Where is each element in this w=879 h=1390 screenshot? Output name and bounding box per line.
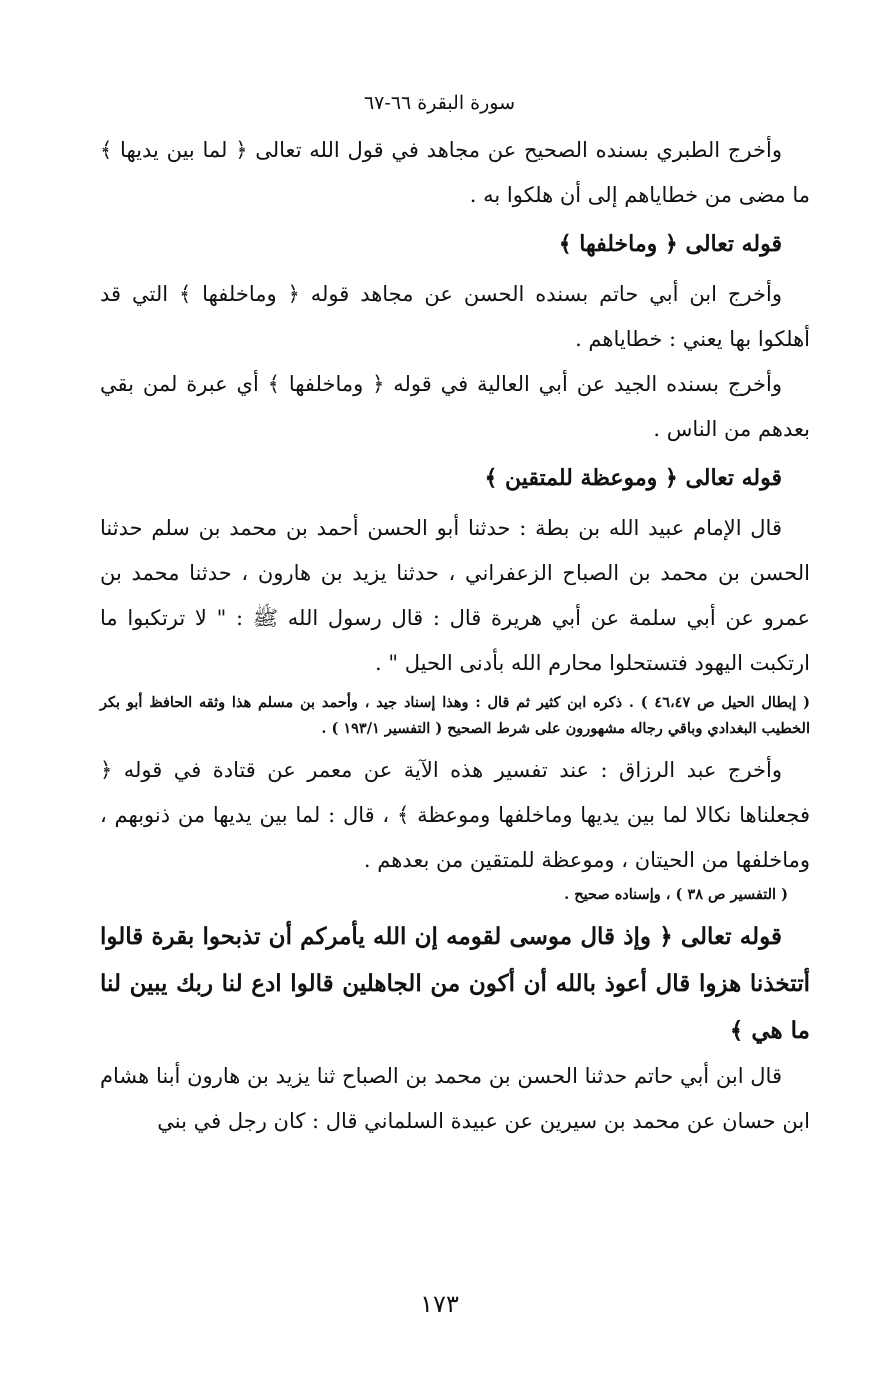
paragraph-abd-al-razzaq: وأخرج عبد الرزاق : عند تفسير هذه الآية عن معمر عن قتادة في قوله ﴿ فجعلناها نكالا لما بين يديها وماخلفها وموعظة ﴾ ، قال : لما بين يديها من ذنوبهم ، وماخلفها من الحيتان ، وموعظة للمتقين من بعدهم . <box>100 758 810 872</box>
heading-musa-verse: قوله تعالى ﴿ وإذ قال موسى لقومه إن الله يأمركم أن تذبحوا بقرة قالوا أتتخذنا هزوا قال أعوذ بالله أن أكون من الجاهلين قالوا ادع لنا ربك يبين لنا ما هي ﴾ <box>100 923 810 1044</box>
footnote-tafsir: ( التفسير ص ٣٨ ) ، وإسناده صحيح . <box>564 886 788 903</box>
paragraph-ibn-batta-hadith: قال الإمام عبيد الله بن بطة : حدثنا أبو الحسن أحمد بن محمد بن سلم حدثنا الحسن بن محمد بن الصباح الزعفراني ، حدثنا يزيد بن هارون ، حدثنا محمد بن عمرو عن أبي سلمة عن أبي هريرة قال : قال رسول الله ﷺ : " لا ترتكبوا ما ارتكبت اليهود فتستحلوا محارم الله بأدنى الحيل " . <box>100 516 810 675</box>
paragraph-ibn-abi-hatim-mujahid: وأخرج ابن أبي حاتم بسنده الحسن عن مجاهد قوله ﴿ وماخلفها ﴾ التي قد أهلكوا بها يعني : خطاياهم . <box>100 282 810 351</box>
page-body <box>100 128 810 1144</box>
page-number: ١٧٣ <box>420 1290 459 1318</box>
footnote-ibtal-al-hiyal: ( إبطال الحيل ص ٤٦،٤٧ ) . ذكره ابن كثير ثم قال : وهذا إسناد جيد ، وأحمد بن مسلم هذا وثقه الحافظ أبو بكر الخطيب البغدادي وباقي رجاله مشهورون على شرط الصحيح ( التفسير ١٩٣/١ ) . <box>100 694 810 737</box>
running-header: سورة البقرة ٦٦-٦٧ <box>363 92 516 114</box>
heading-wa-ma-khalfaha: قوله تعالى ﴿ وماخلفها ﴾ <box>558 231 782 257</box>
paragraph-abu-al-aliya: وأخرج بسنده الجيد عن أبي العالية في قوله ﴿ وماخلفها ﴾ أي عبرة لمن بقي بعدهم من الناس . <box>100 372 810 441</box>
paragraph-tabari-narration: وأخرج الطبري بسنده الصحيح عن مجاهد في قول الله تعالى ﴿ لما بين يديها ﴾ ما مضى من خطاياهم إلى أن هلكوا به . <box>100 138 810 207</box>
heading-maw-iza-lil-muttaqin: قوله تعالى ﴿ وموعظة للمتقين ﴾ <box>484 465 782 491</box>
paragraph-ubayda-narration: قال ابن أبي حاتم حدثنا الحسن بن محمد بن الصباح ثنا يزيد بن هارون أبنا هشام ابن حسان عن محمد بن سيرين عن عبيدة السلماني قال : كان رجل في بني <box>100 1064 810 1133</box>
